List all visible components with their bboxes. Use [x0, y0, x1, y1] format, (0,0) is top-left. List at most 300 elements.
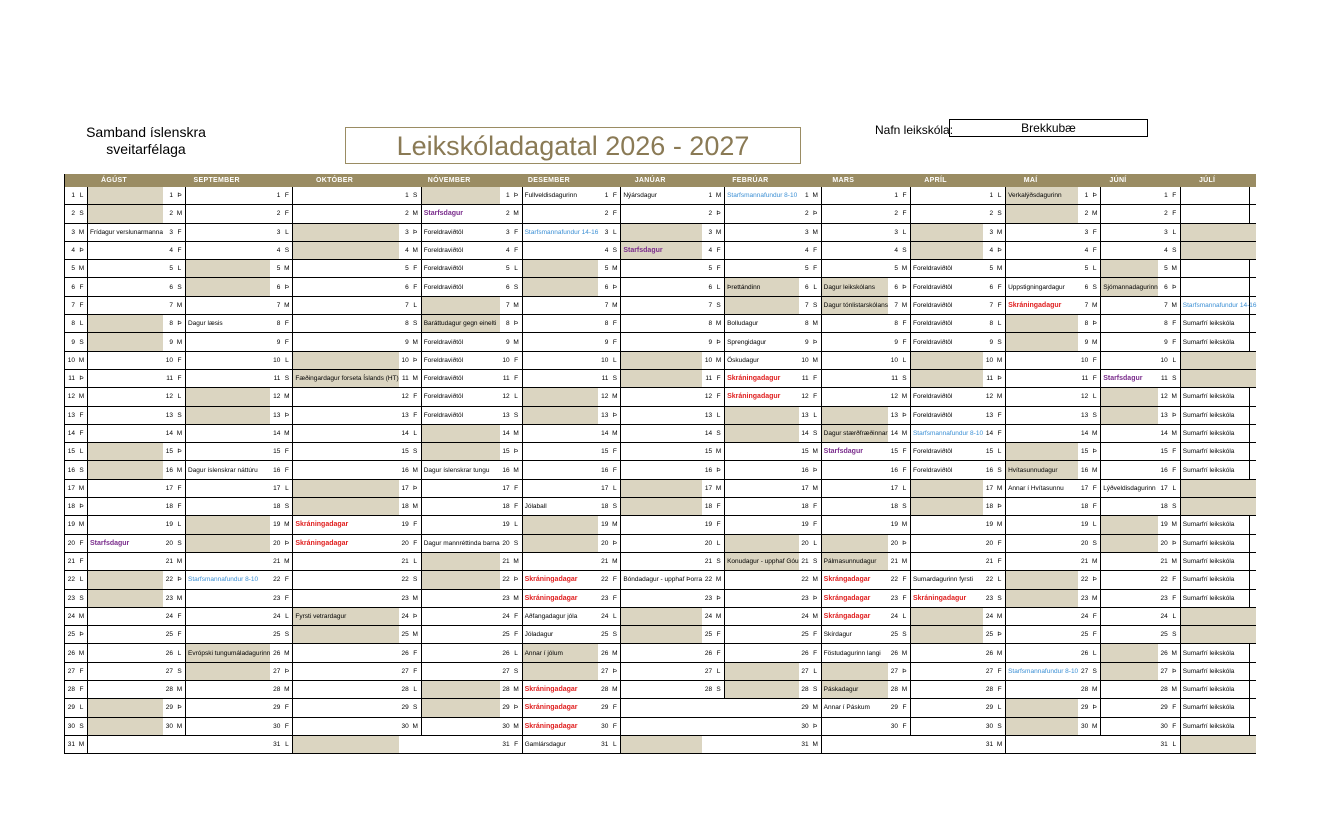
- day-event[interactable]: [1180, 352, 1257, 369]
- day-event[interactable]: [522, 626, 599, 643]
- day-event[interactable]: [292, 205, 398, 222]
- day-event[interactable]: [910, 644, 983, 661]
- day-event[interactable]: [821, 535, 888, 552]
- day-event[interactable]: [821, 260, 888, 277]
- day-event[interactable]: [185, 681, 270, 698]
- day-event[interactable]: [724, 663, 799, 680]
- day-event[interactable]: [910, 663, 983, 680]
- day-event[interactable]: [185, 315, 270, 332]
- day-event[interactable]: [185, 333, 270, 350]
- day-event[interactable]: [1100, 242, 1158, 259]
- day-event[interactable]: [292, 425, 398, 442]
- day-event[interactable]: [292, 224, 398, 241]
- day-event[interactable]: [724, 187, 799, 204]
- day-event[interactable]: [910, 370, 983, 387]
- day-event[interactable]: [421, 461, 500, 478]
- day-event[interactable]: [292, 260, 398, 277]
- day-event[interactable]: [620, 187, 702, 204]
- day-event[interactable]: [724, 205, 799, 222]
- day-event[interactable]: [1180, 425, 1257, 442]
- day-event[interactable]: [1180, 699, 1257, 716]
- day-event[interactable]: [421, 425, 500, 442]
- day-event[interactable]: [620, 388, 702, 405]
- day-event[interactable]: [620, 498, 702, 515]
- day-event[interactable]: [1005, 205, 1078, 222]
- day-event[interactable]: [1005, 480, 1078, 497]
- day-event[interactable]: [821, 626, 888, 643]
- day-event[interactable]: [724, 352, 799, 369]
- day-event[interactable]: [910, 608, 983, 625]
- day-event[interactable]: [87, 516, 163, 533]
- day-event[interactable]: [185, 352, 270, 369]
- day-event[interactable]: [821, 224, 888, 241]
- day-event[interactable]: [185, 297, 270, 314]
- day-event[interactable]: [1100, 297, 1158, 314]
- day-event[interactable]: [1005, 681, 1078, 698]
- day-event[interactable]: [910, 352, 983, 369]
- day-event[interactable]: [1180, 553, 1257, 570]
- day-event[interactable]: [620, 608, 702, 625]
- day-event[interactable]: [292, 535, 398, 552]
- day-event[interactable]: [1180, 736, 1257, 753]
- day-event[interactable]: [87, 425, 163, 442]
- day-event[interactable]: [821, 608, 888, 625]
- day-event[interactable]: [421, 480, 500, 497]
- day-event[interactable]: [724, 407, 799, 424]
- day-event[interactable]: [185, 498, 270, 515]
- day-event[interactable]: [292, 388, 398, 405]
- day-event[interactable]: [87, 315, 163, 332]
- day-event[interactable]: [1180, 663, 1257, 680]
- day-event[interactable]: [724, 278, 799, 295]
- day-event[interactable]: [421, 626, 500, 643]
- day-event[interactable]: [821, 205, 888, 222]
- day-event[interactable]: [821, 443, 888, 460]
- day-event[interactable]: [87, 553, 163, 570]
- day-event[interactable]: [1100, 315, 1158, 332]
- day-event[interactable]: [1005, 352, 1078, 369]
- day-event[interactable]: [910, 443, 983, 460]
- day-event[interactable]: [185, 480, 270, 497]
- day-event[interactable]: [292, 718, 398, 735]
- day-event[interactable]: [185, 443, 270, 460]
- day-event[interactable]: [910, 626, 983, 643]
- day-event[interactable]: [292, 443, 398, 460]
- day-event[interactable]: [421, 242, 500, 259]
- day-event[interactable]: [1005, 370, 1078, 387]
- day-event[interactable]: [1100, 498, 1158, 515]
- day-event[interactable]: [1005, 699, 1078, 716]
- day-event[interactable]: [724, 516, 799, 533]
- day-event[interactable]: [1005, 608, 1078, 625]
- day-event[interactable]: [87, 663, 163, 680]
- day-event[interactable]: [1005, 498, 1078, 515]
- day-event[interactable]: [620, 333, 702, 350]
- day-event[interactable]: [1100, 516, 1158, 533]
- day-event[interactable]: [185, 407, 270, 424]
- day-event[interactable]: [620, 535, 702, 552]
- day-event[interactable]: [821, 297, 888, 314]
- day-event[interactable]: [724, 461, 799, 478]
- day-event[interactable]: [620, 242, 702, 259]
- day-event[interactable]: [421, 260, 500, 277]
- day-event[interactable]: [1180, 681, 1257, 698]
- day-event[interactable]: [522, 370, 599, 387]
- day-event[interactable]: [620, 352, 702, 369]
- day-event[interactable]: [910, 407, 983, 424]
- day-event[interactable]: [1100, 553, 1158, 570]
- day-event[interactable]: [87, 297, 163, 314]
- day-event[interactable]: [821, 370, 888, 387]
- day-event[interactable]: [87, 535, 163, 552]
- day-event[interactable]: [87, 278, 163, 295]
- day-event[interactable]: [87, 644, 163, 661]
- day-event[interactable]: [821, 480, 888, 497]
- day-event[interactable]: [910, 205, 983, 222]
- day-event[interactable]: [910, 461, 983, 478]
- day-event[interactable]: [724, 260, 799, 277]
- day-event[interactable]: [522, 461, 599, 478]
- day-event[interactable]: [185, 553, 270, 570]
- day-event[interactable]: [1100, 571, 1158, 588]
- day-event[interactable]: [87, 443, 163, 460]
- day-event[interactable]: [292, 590, 398, 607]
- day-event[interactable]: [421, 315, 500, 332]
- day-event[interactable]: [1005, 590, 1078, 607]
- day-event[interactable]: [421, 535, 500, 552]
- day-event[interactable]: [1100, 626, 1158, 643]
- day-event[interactable]: [1005, 315, 1078, 332]
- day-event[interactable]: [1180, 535, 1257, 552]
- day-event[interactable]: [910, 187, 983, 204]
- day-event[interactable]: [724, 590, 799, 607]
- day-event[interactable]: [292, 407, 398, 424]
- day-event[interactable]: [1100, 388, 1158, 405]
- day-event[interactable]: [292, 297, 398, 314]
- day-event[interactable]: [724, 571, 799, 588]
- day-event[interactable]: [620, 590, 702, 607]
- day-event[interactable]: [185, 388, 270, 405]
- day-event[interactable]: [1005, 425, 1078, 442]
- day-event[interactable]: [1100, 699, 1158, 716]
- day-event[interactable]: [87, 571, 163, 588]
- day-event[interactable]: [292, 663, 398, 680]
- day-event[interactable]: [1005, 407, 1078, 424]
- day-event[interactable]: [910, 681, 983, 698]
- day-event[interactable]: [1100, 278, 1158, 295]
- day-event[interactable]: [821, 352, 888, 369]
- day-event[interactable]: [821, 388, 888, 405]
- day-event[interactable]: [185, 608, 270, 625]
- day-event[interactable]: [292, 242, 398, 259]
- day-event[interactable]: [1180, 608, 1257, 625]
- day-event[interactable]: [522, 590, 599, 607]
- day-event[interactable]: [821, 516, 888, 533]
- day-event[interactable]: [821, 461, 888, 478]
- day-event[interactable]: [1005, 461, 1078, 478]
- day-event[interactable]: [522, 718, 599, 735]
- day-event[interactable]: [522, 425, 599, 442]
- day-event[interactable]: [1100, 352, 1158, 369]
- day-event[interactable]: [185, 571, 270, 588]
- day-event[interactable]: [620, 736, 702, 753]
- day-event[interactable]: [910, 553, 983, 570]
- day-event[interactable]: [185, 626, 270, 643]
- day-event[interactable]: [724, 608, 799, 625]
- day-event[interactable]: [185, 663, 270, 680]
- day-event[interactable]: [821, 644, 888, 661]
- day-event[interactable]: [421, 516, 500, 533]
- day-event[interactable]: [821, 425, 888, 442]
- day-event[interactable]: [292, 480, 398, 497]
- day-event[interactable]: [910, 571, 983, 588]
- day-event[interactable]: [1005, 260, 1078, 277]
- day-event[interactable]: [724, 297, 799, 314]
- day-event[interactable]: [87, 187, 163, 204]
- day-event[interactable]: [1005, 297, 1078, 314]
- day-event[interactable]: [1180, 242, 1257, 259]
- day-event[interactable]: [1005, 718, 1078, 735]
- day-event[interactable]: [620, 571, 702, 588]
- day-event[interactable]: [522, 278, 599, 295]
- day-event[interactable]: [1100, 425, 1158, 442]
- day-event[interactable]: [185, 224, 270, 241]
- day-event[interactable]: [522, 242, 599, 259]
- day-event[interactable]: [821, 571, 888, 588]
- day-event[interactable]: [1100, 644, 1158, 661]
- day-event[interactable]: [620, 699, 702, 716]
- day-event[interactable]: [522, 535, 599, 552]
- day-event[interactable]: [1100, 205, 1158, 222]
- day-event[interactable]: [910, 425, 983, 442]
- day-event[interactable]: [292, 553, 398, 570]
- day-event[interactable]: [421, 224, 500, 241]
- day-event[interactable]: [185, 644, 270, 661]
- day-event[interactable]: [1180, 224, 1257, 241]
- day-event[interactable]: [292, 699, 398, 716]
- day-event[interactable]: [1100, 663, 1158, 680]
- day-event[interactable]: [1005, 571, 1078, 588]
- day-event[interactable]: [292, 187, 398, 204]
- day-event[interactable]: [821, 315, 888, 332]
- day-event[interactable]: [185, 187, 270, 204]
- day-event[interactable]: [421, 608, 500, 625]
- day-event[interactable]: [910, 535, 983, 552]
- day-event[interactable]: [724, 443, 799, 460]
- day-event[interactable]: [87, 352, 163, 369]
- day-event[interactable]: [910, 242, 983, 259]
- day-event[interactable]: [620, 425, 702, 442]
- day-event[interactable]: [620, 205, 702, 222]
- day-event[interactable]: [522, 644, 599, 661]
- day-event[interactable]: [1100, 480, 1158, 497]
- day-event[interactable]: [1180, 187, 1257, 204]
- day-event[interactable]: [185, 260, 270, 277]
- day-event[interactable]: [620, 443, 702, 460]
- day-event[interactable]: [821, 407, 888, 424]
- day-event[interactable]: [1180, 333, 1257, 350]
- day-event[interactable]: [910, 718, 983, 735]
- day-event[interactable]: [421, 352, 500, 369]
- day-event[interactable]: [724, 626, 799, 643]
- day-event[interactable]: [1180, 205, 1257, 222]
- day-event[interactable]: [910, 278, 983, 295]
- day-event[interactable]: [421, 187, 500, 204]
- day-event[interactable]: [1100, 370, 1158, 387]
- day-event[interactable]: [1005, 333, 1078, 350]
- day-event[interactable]: [87, 498, 163, 515]
- day-event[interactable]: [421, 205, 500, 222]
- day-event[interactable]: [620, 278, 702, 295]
- day-event[interactable]: [1005, 516, 1078, 533]
- day-event[interactable]: [87, 407, 163, 424]
- day-event[interactable]: [522, 224, 599, 241]
- day-event[interactable]: [87, 480, 163, 497]
- day-event[interactable]: [522, 333, 599, 350]
- day-event[interactable]: [821, 333, 888, 350]
- day-event[interactable]: [292, 498, 398, 515]
- day-event[interactable]: [421, 553, 500, 570]
- day-event[interactable]: [1180, 498, 1257, 515]
- day-event[interactable]: [910, 498, 983, 515]
- day-event[interactable]: [1180, 278, 1257, 295]
- day-event[interactable]: [185, 590, 270, 607]
- day-event[interactable]: [620, 626, 702, 643]
- day-event[interactable]: [1005, 626, 1078, 643]
- day-event[interactable]: [821, 498, 888, 515]
- day-event[interactable]: [620, 315, 702, 332]
- day-event[interactable]: [1180, 388, 1257, 405]
- day-event[interactable]: [910, 699, 983, 716]
- day-event[interactable]: [821, 242, 888, 259]
- day-event[interactable]: [421, 370, 500, 387]
- day-event[interactable]: [421, 699, 500, 716]
- day-event[interactable]: [821, 699, 888, 716]
- day-event[interactable]: [821, 553, 888, 570]
- day-event[interactable]: [1005, 553, 1078, 570]
- day-event[interactable]: [620, 461, 702, 478]
- day-event[interactable]: [724, 242, 799, 259]
- day-event[interactable]: [421, 590, 500, 607]
- day-event[interactable]: [522, 297, 599, 314]
- day-event[interactable]: [620, 407, 702, 424]
- day-event[interactable]: [620, 718, 702, 735]
- day-event[interactable]: [185, 242, 270, 259]
- day-event[interactable]: [620, 370, 702, 387]
- day-event[interactable]: [292, 370, 398, 387]
- day-event[interactable]: [620, 516, 702, 533]
- day-event[interactable]: [821, 663, 888, 680]
- day-event[interactable]: [522, 187, 599, 204]
- day-event[interactable]: [1180, 297, 1257, 314]
- day-event[interactable]: [1005, 187, 1078, 204]
- day-event[interactable]: [1100, 681, 1158, 698]
- day-event[interactable]: [522, 388, 599, 405]
- day-event[interactable]: [87, 681, 163, 698]
- day-event[interactable]: [1180, 516, 1257, 533]
- day-event[interactable]: [1180, 644, 1257, 661]
- day-event[interactable]: [292, 352, 398, 369]
- day-event[interactable]: [421, 333, 500, 350]
- day-event[interactable]: [522, 736, 599, 753]
- day-event[interactable]: [1180, 370, 1257, 387]
- day-event[interactable]: [421, 278, 500, 295]
- day-event[interactable]: [1005, 388, 1078, 405]
- day-event[interactable]: [1100, 535, 1158, 552]
- day-event[interactable]: [1005, 443, 1078, 460]
- day-event[interactable]: [1100, 608, 1158, 625]
- day-event[interactable]: [821, 681, 888, 698]
- day-event[interactable]: [1100, 590, 1158, 607]
- day-event[interactable]: [185, 370, 270, 387]
- day-event[interactable]: [421, 388, 500, 405]
- day-event[interactable]: [1180, 260, 1257, 277]
- day-event[interactable]: [724, 498, 799, 515]
- day-event[interactable]: [292, 626, 398, 643]
- day-event[interactable]: [1180, 443, 1257, 460]
- day-event[interactable]: [910, 388, 983, 405]
- day-event[interactable]: [87, 590, 163, 607]
- day-event[interactable]: [185, 535, 270, 552]
- day-event[interactable]: [1180, 480, 1257, 497]
- day-event[interactable]: [421, 663, 500, 680]
- day-event[interactable]: [185, 278, 270, 295]
- day-event[interactable]: [724, 315, 799, 332]
- day-event[interactable]: [1180, 571, 1257, 588]
- day-event[interactable]: [1100, 187, 1158, 204]
- day-event[interactable]: [1100, 718, 1158, 735]
- day-event[interactable]: [522, 498, 599, 515]
- day-event[interactable]: [724, 425, 799, 442]
- day-event[interactable]: [185, 425, 270, 442]
- day-event[interactable]: [87, 461, 163, 478]
- day-event[interactable]: [821, 590, 888, 607]
- day-event[interactable]: [620, 224, 702, 241]
- day-event[interactable]: [1005, 535, 1078, 552]
- day-event[interactable]: [724, 535, 799, 552]
- day-event[interactable]: [724, 333, 799, 350]
- day-event[interactable]: [421, 443, 500, 460]
- day-event[interactable]: [522, 571, 599, 588]
- day-event[interactable]: [724, 370, 799, 387]
- day-event[interactable]: [1100, 443, 1158, 460]
- day-event[interactable]: [620, 663, 702, 680]
- day-event[interactable]: [522, 407, 599, 424]
- day-event[interactable]: [522, 480, 599, 497]
- day-event[interactable]: [292, 333, 398, 350]
- day-event[interactable]: [522, 699, 599, 716]
- day-event[interactable]: [292, 278, 398, 295]
- day-event[interactable]: [1180, 315, 1257, 332]
- day-event[interactable]: [724, 224, 799, 241]
- day-event[interactable]: [620, 644, 702, 661]
- day-event[interactable]: [821, 718, 888, 735]
- day-event[interactable]: [522, 315, 599, 332]
- day-event[interactable]: [620, 260, 702, 277]
- day-event[interactable]: [910, 480, 983, 497]
- day-event[interactable]: [87, 608, 163, 625]
- day-event[interactable]: [1100, 333, 1158, 350]
- day-event[interactable]: [87, 699, 163, 716]
- day-event[interactable]: [724, 681, 799, 698]
- day-event[interactable]: [1005, 242, 1078, 259]
- day-event[interactable]: [292, 315, 398, 332]
- school-name-field[interactable]: Brekkubæ: [949, 119, 1148, 137]
- day-event[interactable]: [87, 205, 163, 222]
- day-event[interactable]: [87, 333, 163, 350]
- day-event[interactable]: [87, 242, 163, 259]
- day-event[interactable]: [522, 205, 599, 222]
